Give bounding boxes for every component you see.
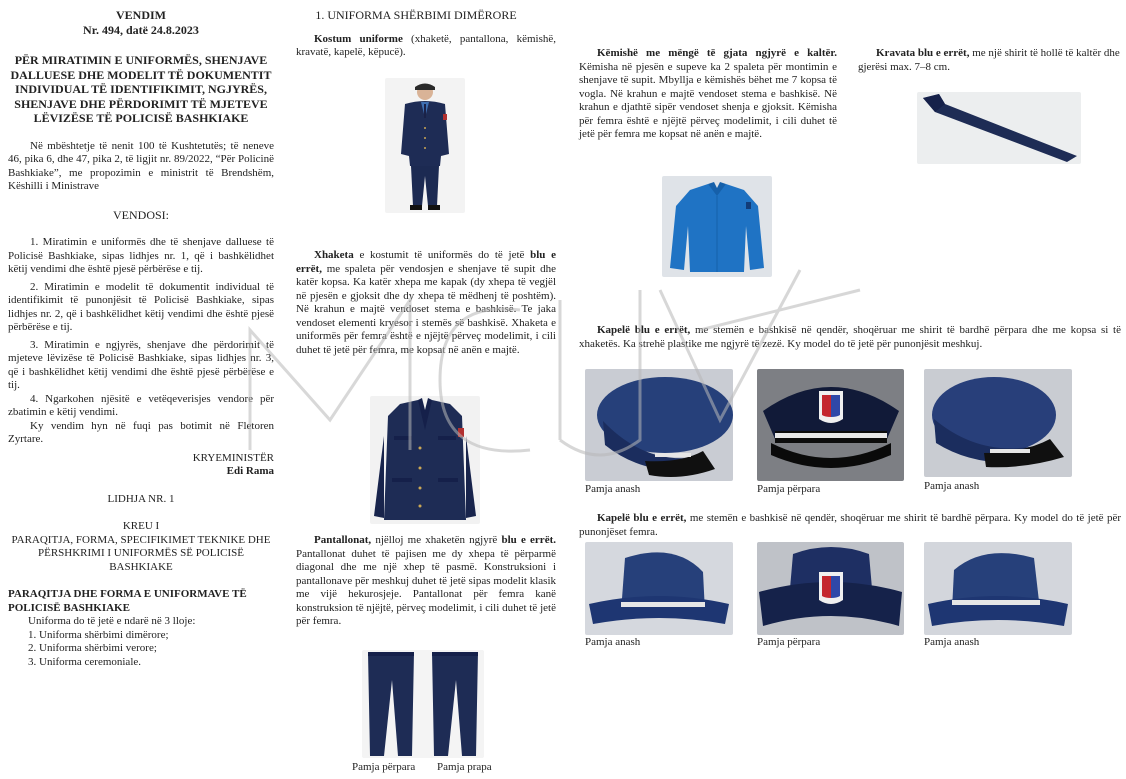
tie-description bbox=[858, 47, 1120, 74]
trousers-caption-front: Pamja përpara bbox=[352, 761, 416, 773]
jacket-paragraph bbox=[296, 249, 556, 357]
trousers-photo bbox=[362, 650, 484, 758]
shirt-label: Këmishë me mëngë të gjata ngjyrë e kaltër. bbox=[597, 47, 837, 59]
kostum-text: (xhaketë, pantallona, këmishë, kravatë, kapelë, këpucë). bbox=[296, 32, 556, 58]
trousers-text-mid: njëlloj me xhaketën ngjyrë bbox=[371, 534, 502, 546]
kostum-paragraph bbox=[296, 33, 556, 60]
chapter-title: KREU I bbox=[122, 520, 160, 532]
tie-label: Kravata blu e errët, bbox=[876, 47, 970, 59]
cap1-caption-1: Pamja anash bbox=[585, 483, 641, 495]
cap2-caption-3: Pamja anash bbox=[924, 636, 980, 648]
point-3: 3. Miratimin e ngjyrës, shenjave dhe përdorimit të mjeteve lëvizëse të Policisë Bashkiake, sipas lidhjes nr. 3, që i bashkëlidhet këtij vendimi dhe është pjesë përbërëse e tij. bbox=[8, 338, 274, 391]
point-1: 1. Miratimin e uniformës dhe të shenjave dalluese të Policisë Bashkiake, sipas lidhjes nr. 1, që i bashkëlidhet këtij vendimi dhe është pjesë përbërëse e tij. bbox=[8, 236, 274, 275]
jacket-label: Xhaketa bbox=[314, 249, 354, 261]
kostum-label: Kostum uniforme bbox=[314, 32, 403, 45]
jacket-text: me spaleta për vendosjen e shenjave të supit dhe katër kopsa. Ka katër xhepa me kapak (dy xhepa të vegjël në pjesën e gjoksit dhe dy xhepa të mëdhenj të poshtëm). Në krahun e majtë vendoset stema e bashkisë. Te jaka vendoset elementi kryesor i stemës së bashkisë. Xhaketa e uniformës për femra është e njëjtë përveç modelimit, i cili duhet të jetë për femra, me kopsat në anën e majtë. bbox=[296, 262, 556, 356]
cap2-paragraph bbox=[579, 512, 1121, 539]
cap2-label: Kapelë blu e errët, bbox=[597, 512, 687, 524]
trousers-color: blu e errët. bbox=[501, 534, 556, 546]
decision-points bbox=[8, 236, 274, 447]
hat-side-photo bbox=[585, 542, 733, 635]
full-uniform-photo bbox=[385, 78, 465, 213]
section-title: PARAQITJA DHE FORMA E UNIFORMAVE TË POLICISË BASHKIAKE bbox=[8, 588, 247, 614]
hat-front-photo bbox=[757, 542, 904, 635]
trousers-paragraph bbox=[296, 534, 556, 629]
decision-column bbox=[8, 8, 274, 669]
tie-text: me një shirit të hollë të kaltër dhe gjerësi max. 7–8 cm. bbox=[858, 47, 1120, 73]
trousers-caption-back: Pamja prapa bbox=[437, 761, 492, 773]
preamble: Në mbështetje të nenit 100 të Kushtetutës; të neneve 46, pika 6, dhe 47, pika 2, të ligjit nr. 89/2022, “Për Policinë Bashkiake”, me propozimin e ministrit të Brendshëm, Këshilli i Ministrave bbox=[8, 139, 274, 192]
cap1-description bbox=[579, 324, 1121, 351]
type-3: 3. Uniforma ceremoniale. bbox=[28, 655, 142, 668]
point-2: 2. Miratimin e modelit të dokumentit individual të identifikimit të punonjësit të Policisë Bashkiake, sipas lidhjes nr. 2, që i bashkëlidhet këtij vendimi dhe është pjesë përbërëse e tij. bbox=[8, 280, 274, 333]
cap1-caption-2: Pamja përpara bbox=[757, 483, 821, 495]
peaked-cap-front-photo bbox=[757, 369, 904, 481]
trousers-label: Pantallonat, bbox=[314, 534, 372, 546]
cap1-label: Kapelë blu e errët, bbox=[597, 324, 691, 336]
cap2-description bbox=[579, 512, 1121, 539]
vendosi-heading: VENDOSI: bbox=[113, 207, 169, 222]
cap1-caption-3: Pamja anash bbox=[924, 480, 980, 492]
shirt-description bbox=[579, 47, 837, 142]
annex-title: LIDHJA NR. 1 bbox=[107, 492, 175, 505]
point-4: 4. Ngarkohen njësitë e vetëqeverisjes vendore për zbatimin e këtij vendimi. bbox=[8, 392, 274, 418]
winter-uniform-heading: 1. UNIFORMA SHËRBIMI DIMËRORE bbox=[315, 8, 517, 22]
hat-side2-photo bbox=[924, 542, 1072, 635]
decision-heading: VENDIM bbox=[116, 8, 166, 22]
jacket-description bbox=[296, 249, 556, 357]
cap1-paragraph bbox=[579, 324, 1121, 351]
type-2: 2. Uniforma shërbimi verore; bbox=[28, 642, 157, 654]
type-1: 1. Uniforma shërbimi dimërore; bbox=[28, 628, 169, 641]
shirt-paragraph bbox=[579, 47, 837, 142]
trousers-description bbox=[296, 534, 556, 629]
signer-name: Edi Rama bbox=[226, 465, 274, 477]
cap2-text: me stemën e bashkisë në qendër, shoqëruar me shirit të bardhë përpara. Ky model do të jetë për punonjëset femra. bbox=[579, 512, 1121, 538]
shirt-text: Këmisha në pjesën e supeve ka 2 spaleta për montimin e shenjave të supit. Mbyllja e këmishës bëhet me 7 kopsa të vogla. Në krahun e majtë vendoset stema e bashkisë. Në krahun e djathtë sipër vendoset shenja e gjoksit. Këmisha për femra është e njëjtë përveç modelimit, i cili duhet të jetë për femra me kopsat në anën e majtë. bbox=[579, 60, 837, 140]
decision-number: Nr. 494, datë 24.8.2023 bbox=[83, 22, 199, 37]
types-intro: Uniforma do të jetë e ndarë në 3 lloje: bbox=[28, 615, 196, 627]
trousers-text: Pantallonat duhet të pajisen me dy xhepa të përparmë diagonal dhe me një xhep të pasmë. Konstruksioni i pantallonave për meshkuj duhet të jetë sipas modelit klasik me vijë hekurosjeje. Pantallonat për femra kanë konstruksion të njëjtë, përveç modelimit, i cili duhet të jetë për femra. bbox=[296, 547, 556, 627]
peaked-cap-side2-photo bbox=[924, 369, 1072, 477]
signer-title: KRYEMINISTËR bbox=[192, 451, 274, 464]
shirt-photo bbox=[662, 176, 772, 277]
peaked-cap-side-photo bbox=[585, 369, 733, 481]
decision-title: PËR MIRATIMIN E UNIFORMËS, SHENJAVE DALLUESE DHE MODELIT TË DOKUMENTIT INDIVIDUAL TË IDENTIFIKIMIT, NGJYRËS, SHENJAVE DHE PËRDORIMIT TË MJETEVE LËVIZËSE TË POLICISË BASHKIAKE bbox=[10, 53, 272, 125]
chapter-subtitle: PARAQITJA, FORMA, SPECIFIKIMET TEKNIKE DHE PËRSHKRIMI I UNIFORMËS SË POLICISË BASHKIAKE bbox=[11, 533, 271, 573]
point-5: Ky vendim hyn në fuqi pas botimit në Fletoren Zyrtare. bbox=[8, 419, 274, 445]
jacket-photo bbox=[370, 396, 480, 524]
uniform-column bbox=[296, 8, 556, 60]
jacket-text-mid: e kostumit të uniformës do të jetë bbox=[353, 249, 531, 261]
cap2-caption-1: Pamja anash bbox=[585, 636, 641, 648]
cap2-caption-2: Pamja përpara bbox=[757, 636, 821, 648]
cap1-text: me stemën e bashkisë në qendër, shoqëruar me shirit të bardhë përpara dhe me kopsa si të xhaketës. Ka strehë plastike me ngjyrë të zezë. Ky model do të jetë për punonjësit meshkuj. bbox=[579, 324, 1121, 350]
jacket-color: blu e errët, bbox=[296, 249, 556, 275]
tie-photo bbox=[917, 92, 1081, 164]
tie-paragraph bbox=[858, 47, 1120, 74]
